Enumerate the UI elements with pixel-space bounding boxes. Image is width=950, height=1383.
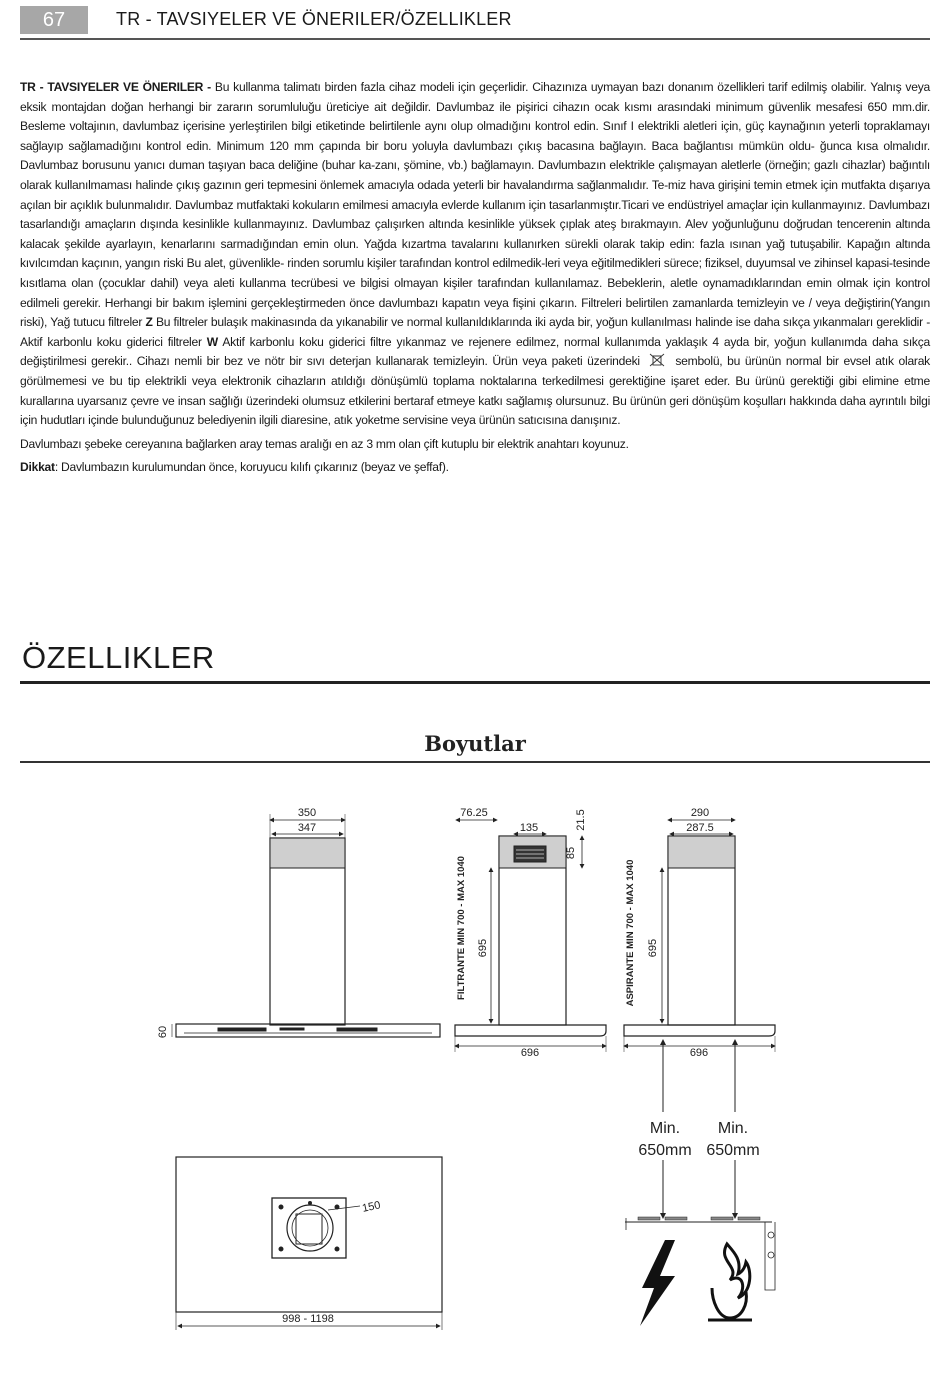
min-label-electric: Min. — [649, 1120, 681, 1137]
right-view-drawing — [624, 820, 775, 1052]
duct-diameter: 150 — [361, 1199, 382, 1215]
side-top-small: 21.5 — [575, 809, 587, 831]
header-title: TR - TAVSIYELER VE ÖNERILER/ÖZELLIKLER — [116, 9, 512, 29]
advice-text-a: Bu kullanma talimatı birden fazla cihaz modeli için geçerlidir. Cihazınıza uymayan bazı donanım özellikleri tarif edilmiş olabilir. Yalnış veya eksik montajdan doğan herhangi bir zararın sorumluluğu üreticiye ait değildir. Davlumbaz ile pişirici cihazın ocak kısmı arasındaki minimum güvenlik mesafesi 650 mm.dir. Besleme voltajının, davlumbaz içerisine yerleştirilen bilgi etiketinde belirtilenle aynı olup olmadığını kontrol edin. Sınıf I elektrikli aletleri için, güç kaynağının yeterli topraklamayı sağlayıp sağlamadığını kontrol edin. Minimum 120 mm çapında bir boru yoluyla davlumbazı çıkış bacasına bağlayın. Baca bağlantısı mümkün oldu- ğunca kısa olmalıdır. Davlumbaz borusunu yanıcı duman taşıyan baca deliğine (buhar ka-zanı, şömine, vb.) bağlamayın. Davlumbazın elektrikle çalışmayan aletlerle (örneğin; gazlı cihazlar) bağıntılı olarak kullanılmaması halinde çıkış gazının geri tepmesini önlemek amacıyla odada yeterli bir havalandırma sağlanmalıdır. Te-miz hava girişini temin etmek için mutfakta dışarıya açılan bir açıklık bulunmalıdır. Davlumbaz mutfaktaki kokuların emilmesi amacıyla evlerde kullanım için tasarlanmıştır.Ticari ve endüstriyel amaçlar için kullanmayınız. Davlumbazı tasarlandığı amaçların dışında kesinlikle kullanmayınız. Davlumbaz çalışırken altında kesinlikle yüksek çıplak ateş bırakmayın. Alev yoğunluğunu doğrudan tencerenin altında kalacak şekilde ayarlayın, kenarlarını sarmadığından emin olun. Yağda kızartma tavalarını kullanırken sürekli olarak takip edin: fazla ısınan yağ tutuşabilir. Kapağın altında kıvılcımdan kaçının, yangın riski Bu alet, güvenlikle- rinden sorumlu kişiler tarafından kontrol edilmedik-leri veya eğitilmedikleri sürece; fiziksel, duyumsal ve zihinsel kapasi-tesinde kısıtlama olan (çocuklar dahil) veya aleti kullanma tecrübesi ve bilgisi olmayan kişiler tarafından kullanılamaz. Bebeklerin, aletle oynamadıklarından emin olmak için kontrol edilmeli gerekir. Herhangi bir bakım işlemini gerçekleştirmeden önce davlumbazı kapatın veya fişini çıkarın. Filtreleri belirtilen zamanlarda temizleyin ve / veya değiştirin(Yangın riski), Yağ tutucu filtreler — [20, 80, 930, 330]
side-vent-height: 85 — [565, 846, 577, 860]
dimensions-subtitle: Boyutlar — [424, 731, 526, 756]
advice-paragraph-switch: Davlumbazı şebeke cereyanına bağlarken aray temas aralığı en az 3 mm olan çift kutuplu bir elektrik anahtarı koyunuz. — [20, 436, 629, 451]
side-top-offset: 76.25 — [460, 807, 488, 819]
ceiling-template-drawing — [176, 1157, 442, 1330]
features-title: ÖZELLIKLER — [22, 640, 215, 675]
lightning-icon — [640, 1240, 675, 1326]
hood-width-range: 998 - 1198 — [282, 1313, 334, 1325]
caution-label: Dikkat — [20, 460, 55, 475]
filter-letter-z: Z — [145, 315, 153, 330]
side-chimney-depth: 135 — [519, 822, 539, 834]
advice-text-d: sembolü, bu ürünün normal bir evsel atık olarak görülmemesi ve bu tip elektrikli veya elektronik cihazların atıldığı dönüşümlü toplama noktalarına terkedilmesi gerektiğine işaret eder. Bu ürünü gerektiği gibi elimine etme kurallarına uyarsanız çevre ve insan sağlığı üzerindeki olumsuz etkilerini bertaraf etmeye katkı sağlamış olursunuz. Bu ürünün geri dönüşüm koşulları hakkında daha ayrıntılı bilgi için hudutları içinde bulunduğunuz belediyenin ilgili diaresine, atık yoketme servisine veya ürünün satıcısına danışınız. — [20, 354, 930, 428]
advice-text-b: Bu filtreler bulaşık makinasında da yıkanabilir ve normal kullanıldıklarında iki ayda bir, yoğun kullanılması halinde ise daha sıkça yıkanmaları gereklidir - Aktif karbonlu koku giderici filtreler — [20, 315, 930, 349]
min-value-electric: 650mm — [638, 1142, 692, 1159]
front-width-outer: 350 — [297, 807, 317, 819]
flame-icon — [708, 1244, 752, 1320]
min-value-gas: 650mm — [706, 1142, 760, 1159]
filter-letter-w: W — [206, 334, 218, 349]
caution-text: : Davlumbazın kurulumundan önce, koruyucu kılıfı çıkarınız (beyaz ve şeffaf). — [54, 460, 449, 475]
side-depth: 696 — [520, 1047, 540, 1059]
advice-text-c: Aktif karbonlu koku giderici filtre yıkanmaz ve rejenere edilmez, normal kullanımda yaklaşık 4 ayda bir, yoğun kullanımda daha sıkça değiştirilmesi gerekir.. Cihazı nemli bir bez ve nötr bir sıvı deterjan kullanarak temizleyin. Ürün veya paketi üzerindeki — [20, 334, 930, 369]
right-depth: 696 — [689, 1047, 709, 1059]
right-height-aspirante: ASPIRANTE MIN 700 - MAX 1040 — [625, 859, 636, 1007]
right-chimney-height: 695 — [647, 938, 659, 958]
min-label-gas: Min. — [717, 1120, 749, 1137]
right-width-inner: 287.5 — [686, 822, 714, 834]
right-width-outer: 290 — [690, 807, 710, 819]
side-view-drawing — [455, 820, 606, 1052]
canopy-thickness: 60 — [157, 1025, 169, 1039]
page-number: 67 — [20, 6, 88, 34]
front-width-inner: 347 — [297, 822, 317, 834]
side-chimney-height: 695 — [477, 938, 489, 958]
side-height-filtrante: FILTRANTE MIN 700 - MAX 1040 — [456, 856, 467, 1000]
front-view-drawing — [172, 814, 440, 1037]
advice-lead: TR - TAVSIYELER VE ÖNERILER - — [20, 80, 211, 94]
